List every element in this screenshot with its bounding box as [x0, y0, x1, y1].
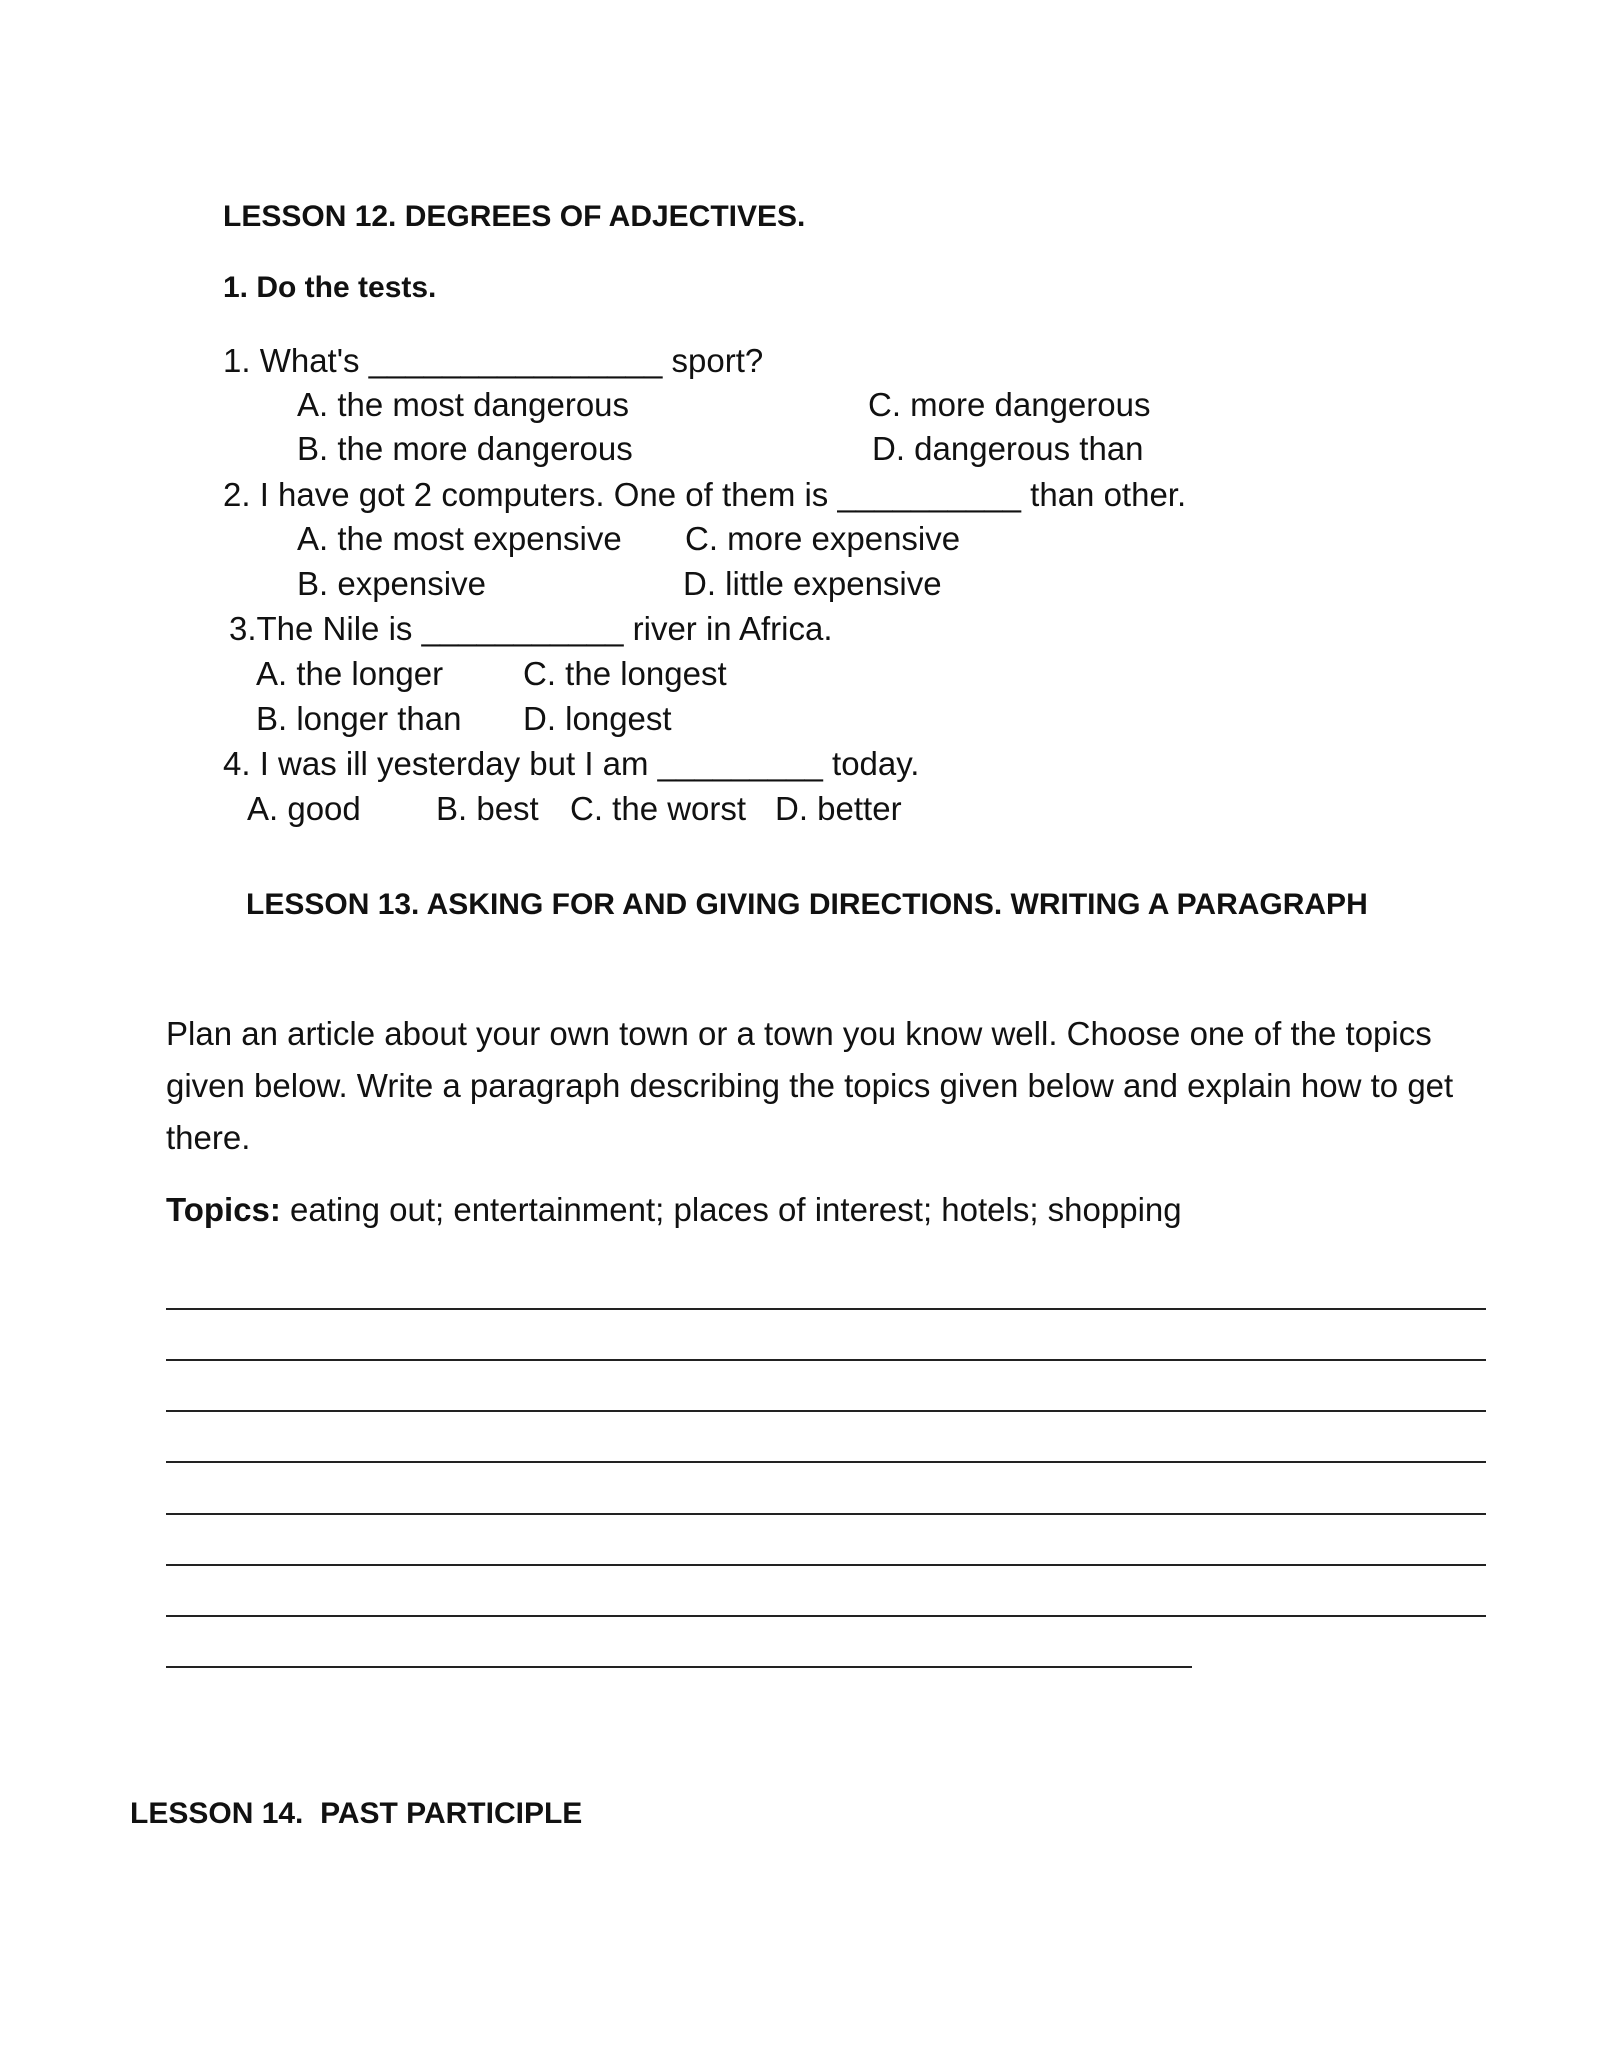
question-1-option-c: C. more dangerous [868, 386, 1151, 423]
question-2-before: 2. I have got 2 computers. One of them is [223, 476, 838, 513]
question-3-before: 3.The Nile is [229, 610, 422, 647]
lesson-13-topics [166, 1184, 1496, 1236]
lesson-12-title: LESSON 12. DEGREES OF ADJECTIVES. [223, 200, 806, 233]
question-1-option-b: B. the more dangerous [297, 430, 633, 467]
lesson-13-paragraph: Plan an article about your own town or a town you know well. Choose one of the topics given below. Write a paragraph describing the topics given below and explain how to get there. [166, 1015, 1454, 1156]
writing-line[interactable] [166, 1410, 1486, 1412]
question-3-blank: ___________ [421, 610, 624, 647]
question-4-blank: _________ [657, 745, 823, 782]
writing-line[interactable] [166, 1666, 1192, 1668]
question-1-stem [223, 342, 763, 380]
writing-line[interactable] [166, 1308, 1486, 1310]
question-4-stem [223, 745, 919, 783]
question-2-after: than other. [1021, 476, 1187, 513]
question-3-after: river in Africa. [623, 610, 833, 647]
question-4-after: today. [822, 745, 920, 782]
question-4-option-d: D. better [775, 790, 902, 827]
writing-line[interactable] [166, 1359, 1486, 1361]
question-2-option-a: A. the most expensive [297, 520, 622, 557]
question-2-option-b: B. expensive [297, 565, 486, 602]
question-3-option-b: B. longer than [256, 700, 462, 737]
question-2-option-c: C. more expensive [685, 520, 961, 557]
lesson-12-instruction: 1. Do the tests. [223, 271, 437, 304]
writing-line[interactable] [166, 1513, 1486, 1515]
question-3-stem [229, 610, 833, 648]
question-1-option-a: A. the most dangerous [297, 386, 630, 423]
writing-line[interactable] [166, 1615, 1486, 1617]
topics-text: eating out; entertainment; places of interest; hotels; shopping [280, 1191, 1182, 1228]
writing-line[interactable] [166, 1564, 1486, 1566]
question-4-before: 4. I was ill yesterday but I am [223, 745, 658, 782]
question-2-blank: __________ [837, 476, 1022, 513]
question-4-option-c: C. the worst [570, 790, 747, 827]
question-4-option-b: B. best [436, 790, 539, 827]
writing-line[interactable] [166, 1461, 1486, 1463]
question-1-option-d: D. dangerous than [872, 430, 1144, 467]
question-1-before: 1. What's [223, 342, 369, 379]
lesson-14-title: LESSON 14. PAST PARTICIPLE [130, 1797, 583, 1830]
question-3-option-c: C. the longest [523, 655, 727, 692]
question-4-option-a: A. good [247, 790, 361, 827]
topics-label: Topics: [166, 1191, 281, 1228]
question-2-stem [223, 476, 1186, 514]
question-1-after: sport? [662, 342, 764, 379]
question-3-option-d: D. longest [523, 700, 672, 737]
question-1-blank: ________________ [368, 342, 663, 379]
lesson-13-title: LESSON 13. ASKING FOR AND GIVING DIRECTIONS. WRITING A PARAGRAPH [246, 888, 1368, 921]
question-3-option-a: A. the longer [256, 655, 444, 692]
question-2-option-d: D. little expensive [683, 565, 942, 602]
